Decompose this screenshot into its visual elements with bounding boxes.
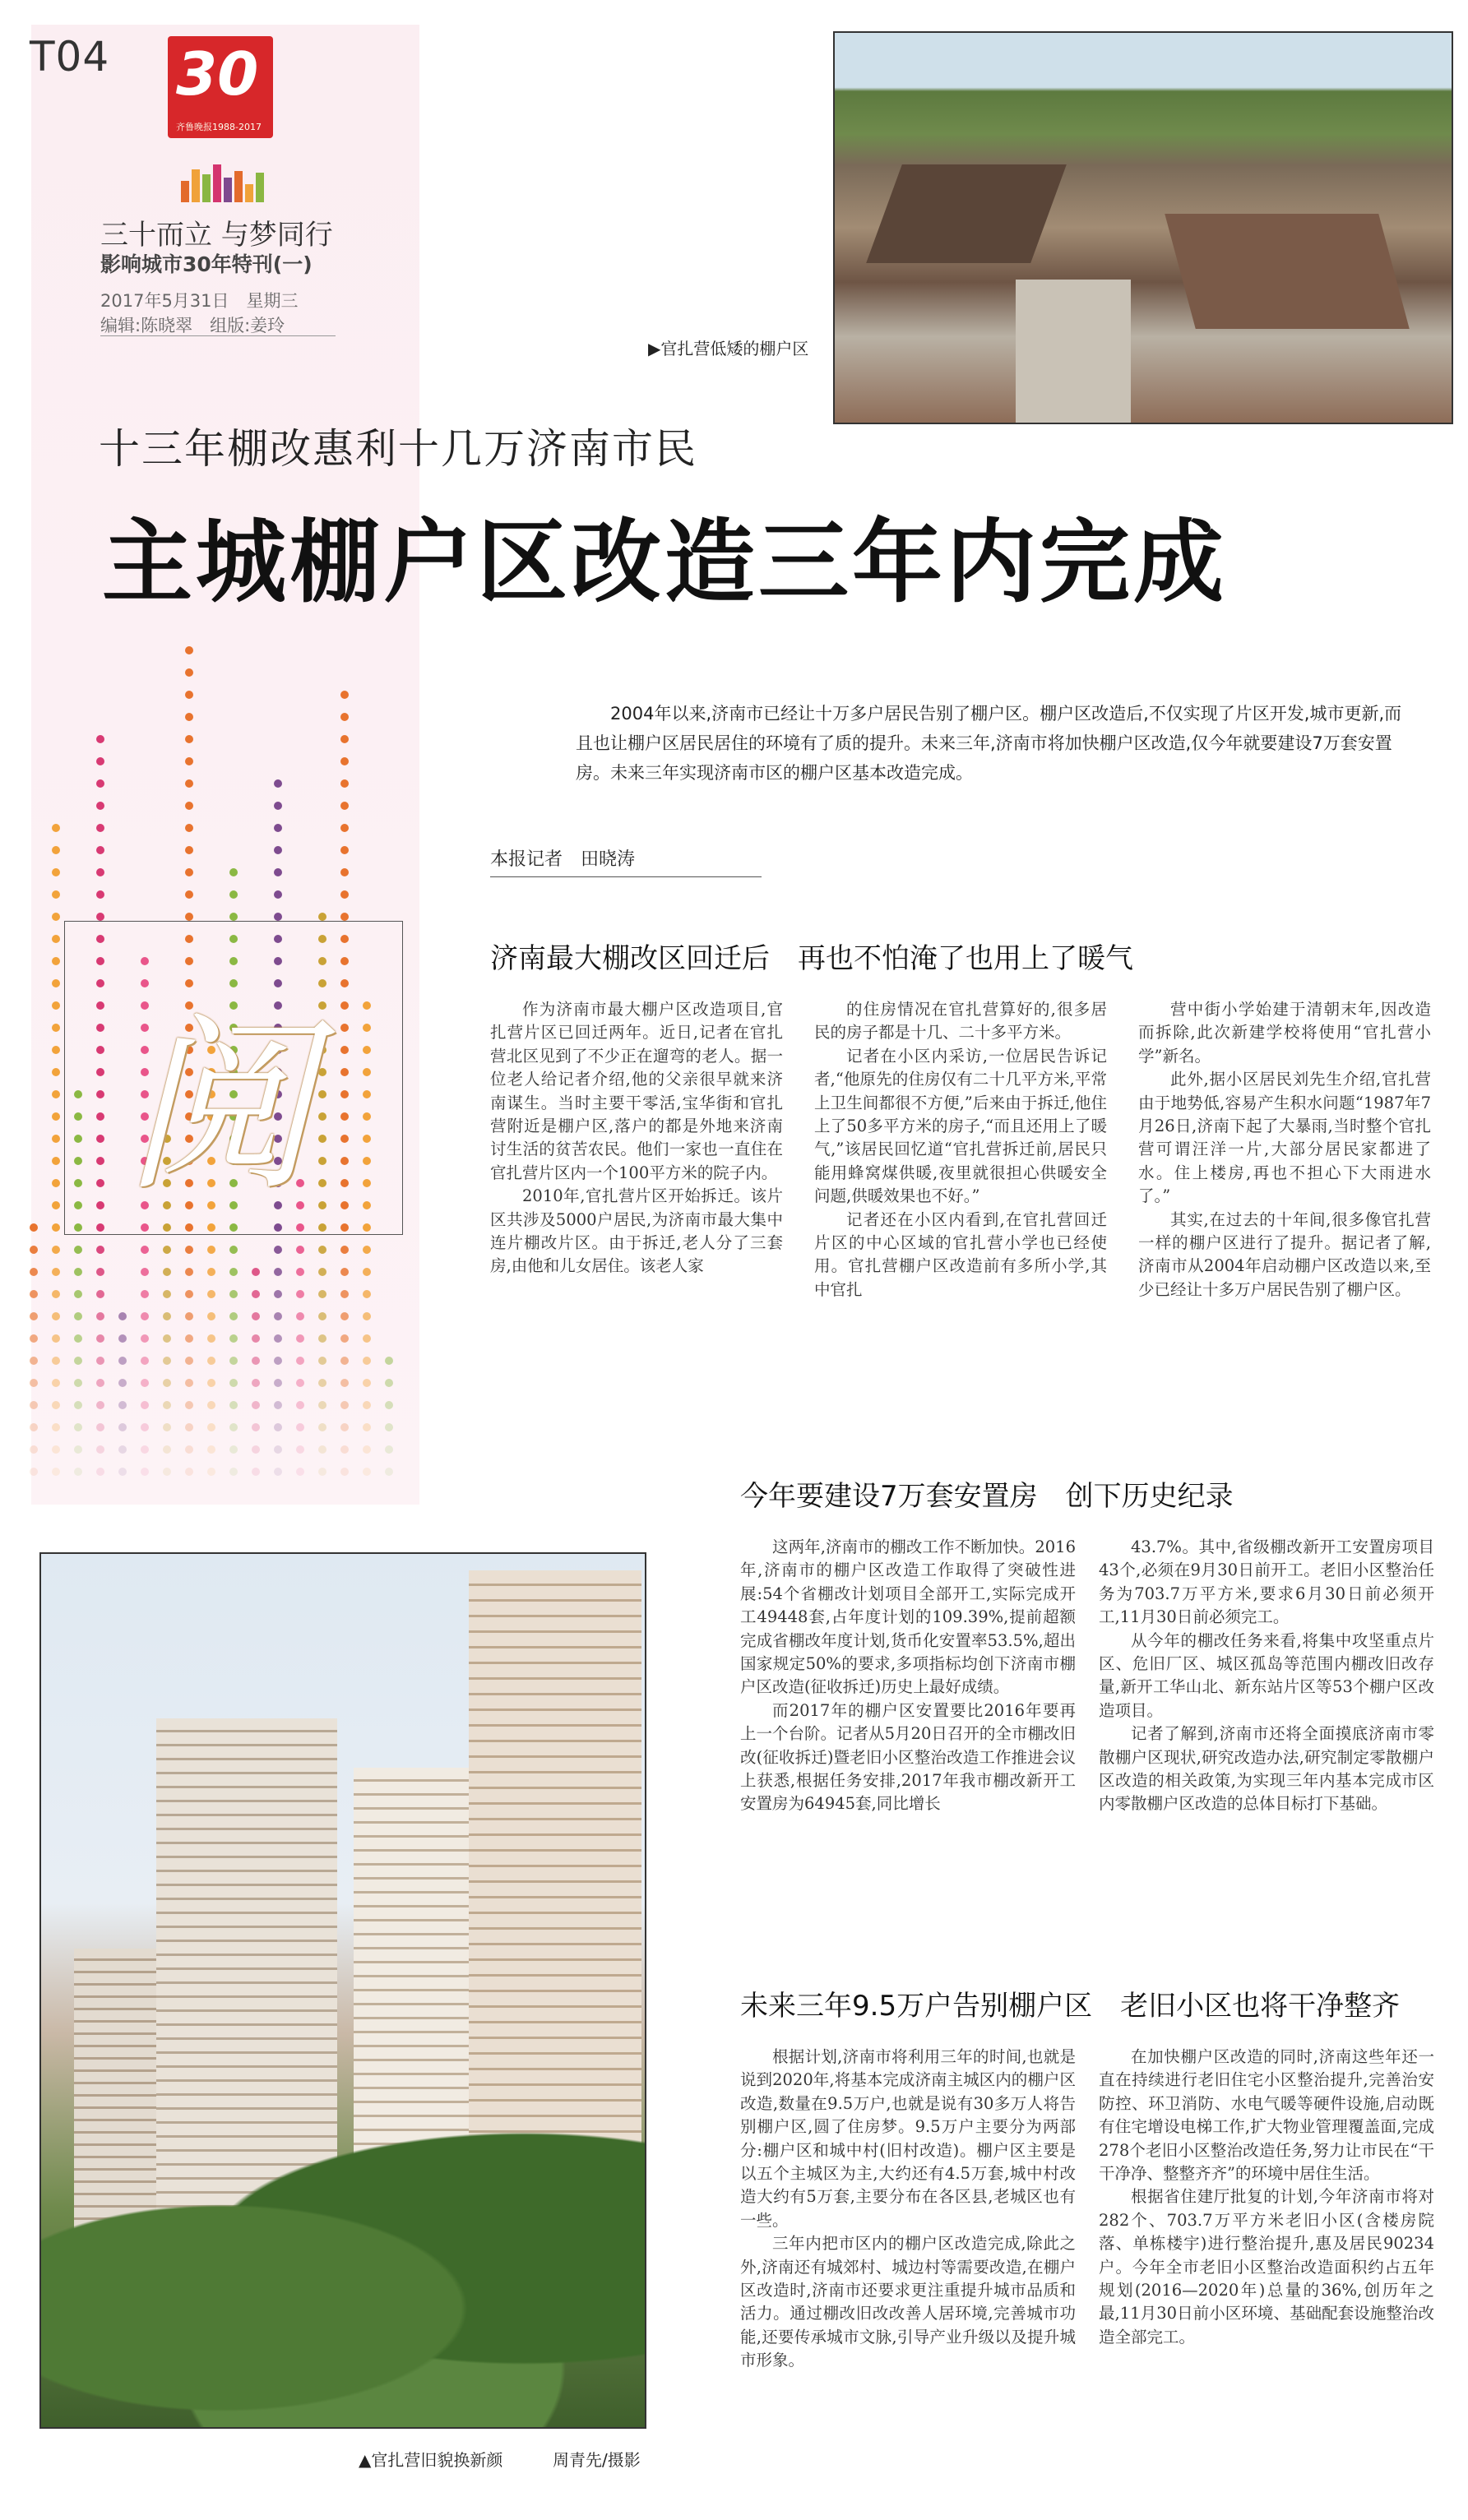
dot [296,1379,304,1387]
dot [185,913,193,921]
dot [185,824,193,832]
dot [252,1312,260,1320]
dot [385,1357,393,1365]
dot [96,802,104,810]
dot [274,1312,282,1320]
dot [52,1001,60,1010]
shantytown-photo [833,31,1453,424]
dot [274,802,282,810]
dot [52,846,60,854]
dot [252,1401,260,1409]
dot [274,1445,282,1454]
dot [340,1401,349,1409]
dot [207,1468,215,1476]
dot [52,1334,60,1343]
section-1-column-2 [814,998,1107,1302]
dot [252,1290,260,1298]
road-shape [1016,280,1131,424]
dot [296,1312,304,1320]
paragraph: 在加快棚户区改造的同时,济南这些年还一直在持续进行老旧住宅小区整治提升,完善治安防控、环卫消防、水电气暖等硬件设施,启动既有住宅增设电梯工作,扩大物业管理覆盖面,完成278个老旧小区整治改造任务,努力让市民在“干干净净、整整齐齐”的环境中居住生活。 [1099,2047,1434,2184]
dot [141,1290,149,1298]
dot [274,1334,282,1343]
dot [185,691,193,699]
dot [30,1268,38,1276]
dot [163,1401,171,1409]
dot [229,1357,238,1365]
special-issue-title: 影响城市30年特刊(一) [100,252,313,276]
dot [163,1290,171,1298]
dot [52,957,60,965]
dot [229,1246,238,1254]
dot [229,1312,238,1320]
dot [163,1268,171,1276]
issue-date: 2017年5月31日 星期三 [100,291,299,311]
dot [118,1468,127,1476]
dot [252,1423,260,1431]
dot [30,1334,38,1343]
lead-paragraph: 2004年以来,济南市已经让十万多户居民告别了棚户区。棚户区改造后,不仅实现了片区开发,城市更新,而且也让棚户区居民居住的环境有了质的提升。未来三年,济南市将加快棚户区改造,仅今年就要建设7万套安置房。未来三年实现济南市区的棚户区基本改造完成。 [576,704,1402,783]
dot [74,1312,82,1320]
dot [52,1468,60,1476]
dot [30,1379,38,1387]
dot [363,1423,371,1431]
dot [363,1246,371,1254]
dot [363,1401,371,1409]
dot [30,1312,38,1320]
dot [118,1334,127,1343]
dot [229,1445,238,1454]
dot [30,1423,38,1431]
dot [74,1423,82,1431]
dot [274,824,282,832]
paragraph: 的住房情况在官扎营算好的,很多居民的房子都是十几、二十多平方米。 [814,1000,1107,1043]
dot [30,1290,38,1298]
dot [363,1357,371,1365]
dot [52,1201,60,1209]
dot [96,1423,104,1431]
dot [185,1468,193,1476]
dot [207,1401,215,1409]
dot [296,1246,304,1254]
paragraph: 营中街小学始建于清朝末年,因改造而拆除,此次新建学校将使用“官扎营小学”新名。 [1138,1000,1431,1066]
main-headline: 主城棚户区改造三年内完成 [102,510,1227,615]
dot [96,890,104,899]
dot [52,913,60,921]
dot [30,1401,38,1409]
dot [363,1468,371,1476]
dot [141,1312,149,1320]
paragraph: 记者在小区内采访,一位居民告诉记者,“他原先的住房仅有二十几平方米,平常上卫生间都很不方便,”后来由于拆迁,他住上了50多平方米的房子,“而且还用上了暖气,”该居民回忆道“官扎营拆迁前,居民只能用蜂窝煤供暖,夜里就很担心供暖安全问题,供暖效果也不好。” [814,1046,1107,1206]
dot [229,868,238,876]
dot [318,1334,326,1343]
logo-number: 30 [176,39,259,109]
slogan: 三十而立 与梦同行 [100,219,333,252]
dot [296,1401,304,1409]
dot [96,1268,104,1276]
dot [229,1379,238,1387]
dot [274,846,282,854]
roof-shape [866,164,1067,263]
dot [340,1468,349,1476]
paragraph: 三年内把市区内的棚户区改造完成,除此之外,济南还有城郊村、城边村等需要改造,在棚户区改造时,济南市还要求更注重提升城市品质和活力。通过棚改旧改改善人居环境,完善城市功能,还要传承城市文脉,引导产业升级以及提升城市形象。 [740,2234,1076,2370]
dot [185,890,193,899]
dot [385,1423,393,1431]
dot [118,1445,127,1454]
trees-shape [41,2129,645,2427]
dot [141,1246,149,1254]
dot [96,824,104,832]
dot [74,1334,82,1343]
dot [52,1445,60,1454]
dot [185,1445,193,1454]
dot [252,1445,260,1454]
dot [363,1445,371,1454]
dot [96,1401,104,1409]
dot [252,1357,260,1365]
tower-shape [469,1570,641,2195]
anniversary-logo [168,36,273,138]
dot [274,779,282,788]
dot [141,1357,149,1365]
byline-rule [490,876,762,877]
dot [118,1423,127,1431]
dot [274,913,282,921]
dot [52,1290,60,1298]
dot [52,1112,60,1121]
dot [96,1290,104,1298]
dot [96,1312,104,1320]
dot [296,1445,304,1454]
dot [207,1268,215,1276]
dot [141,1401,149,1409]
dot [30,1445,38,1454]
dot [163,1357,171,1365]
dot [340,846,349,854]
dot [340,1379,349,1387]
dot [318,1445,326,1454]
dot [229,1334,238,1343]
dot [363,1312,371,1320]
dot [274,1468,282,1476]
subheadline: 十三年棚改惠利十几万济南市民 [99,425,697,473]
dot [52,1401,60,1409]
section-2-title: 今年要建设7万套安置房 创下历史纪录 [740,1480,1234,1513]
dot [252,1268,260,1276]
section-2-column-1 [740,1536,1076,1816]
dot [274,1268,282,1276]
dot [52,1090,60,1098]
dot [52,890,60,899]
dot [52,1379,60,1387]
masthead-divider [100,335,336,336]
dot [340,890,349,899]
dot [141,1423,149,1431]
dot [52,1024,60,1032]
dot [52,1046,60,1054]
dot [207,1379,215,1387]
dot [318,1290,326,1298]
dot [340,1423,349,1431]
dot [385,1445,393,1454]
page-number: T04 [30,33,110,81]
dot [318,1423,326,1431]
dot [96,1468,104,1476]
dot [74,1357,82,1365]
dot [74,1445,82,1454]
section-3-title: 未来三年9.5万户告别棚户区 老旧小区也将干净整齐 [740,1990,1401,2023]
dot [118,1379,127,1387]
roof-shape [1165,214,1410,329]
dot [52,935,60,943]
dot [229,1423,238,1431]
dot [207,1312,215,1320]
dot [318,1246,326,1254]
dot [229,1468,238,1476]
dot [318,1268,326,1276]
dot [318,1401,326,1409]
dot [340,779,349,788]
dot [141,1379,149,1387]
dot [363,1290,371,1298]
dot [96,846,104,854]
dot [185,713,193,721]
dot [274,1401,282,1409]
read-character: 阅 [123,997,313,1217]
section-3-column-1 [740,2046,1076,2373]
dot [185,668,193,677]
dot [252,1334,260,1343]
dot [52,868,60,876]
dot [96,1445,104,1454]
dot [96,1379,104,1387]
dot [141,1445,149,1454]
dot [185,846,193,854]
dot [363,1334,371,1343]
dot [118,1357,127,1365]
dot [141,1334,149,1343]
dot [52,1068,60,1076]
dot [74,1268,82,1276]
dot [185,779,193,788]
dot [118,1312,127,1320]
dot [340,1246,349,1254]
dot [74,1246,82,1254]
dot [274,1290,282,1298]
dot [207,1334,215,1343]
dot [363,1379,371,1387]
paragraph: 43.7%。其中,省级棚改新开工安置房项目43个,必须在9月30日前开工。老旧小区整治任务为703.7万平方米,要求6月30日前必须开工,11月30日前必须完工。 [1099,1537,1434,1627]
dot [185,1268,193,1276]
dot [96,1357,104,1365]
dot [340,1290,349,1298]
dot [96,735,104,743]
dot [163,1445,171,1454]
dot [52,1312,60,1320]
dot [185,1334,193,1343]
dot [185,1423,193,1431]
new-buildings-photo [39,1552,646,2429]
dot [340,824,349,832]
dot [185,735,193,743]
dot [141,1268,149,1276]
dot [340,1357,349,1365]
dot [274,1357,282,1365]
dot [185,1312,193,1320]
dot [385,1379,393,1387]
dot [274,1423,282,1431]
paragraph: 此外,据小区居民刘先生介绍,官扎营由于地势低,容易产生积水问题“1987年7月26日,济南下起了大暴雨,当时整个官扎营可谓汪洋一片,大部分居民家都进了水。住上楼房,再也不担心下大雨进水了。” [1138,1070,1431,1206]
dot [141,1468,149,1476]
dot [52,1157,60,1165]
dot [52,1268,60,1276]
section-1-column-1 [490,998,783,1278]
dot [163,1379,171,1387]
dot [207,1357,215,1365]
photo-credit: 周青先/摄影 [553,2450,641,2470]
top-photo-caption: ▶官扎营低矮的棚户区 [648,339,809,358]
dot [185,802,193,810]
dot [185,868,193,876]
dot [52,1423,60,1431]
dot [163,1334,171,1343]
dot [296,1334,304,1343]
dot [52,824,60,832]
dot [52,1246,60,1254]
dot [163,1423,171,1431]
section-1-title: 济南最大棚改区回迁后 再也不怕淹了也用上了暖气 [490,942,1133,975]
dot [274,1246,282,1254]
dot [96,757,104,765]
dot [118,1401,127,1409]
byline: 本报记者 田晓涛 [490,849,636,870]
dot [185,1379,193,1387]
dot [185,646,193,654]
dot [252,1468,260,1476]
dot [296,1290,304,1298]
dot [96,1334,104,1343]
dot [30,1223,38,1232]
dot [52,1357,60,1365]
paragraph: 根据计划,济南市将利用三年的时间,也就是说到2020年,将基本完成济南主城区内的棚户区改造,数量在9.5万户,也就是说有30多万人将告别棚户区,圆了住房梦。9.5万户主要分为两部分:棚户区和城中村(旧村改造)。棚户区主要是以五个主城区为主,大约还有4.5万套,城中村改造大约有5万套,主要分布在各区县,老城区也有一些。 [740,2047,1076,2230]
dot [163,1246,171,1254]
dot [163,1312,171,1320]
logo-sub: 齐鲁晚报1988-2017 [176,122,262,132]
dot [340,691,349,699]
dot [340,1445,349,1454]
dot [318,1312,326,1320]
dot [74,1468,82,1476]
dot [296,1423,304,1431]
dot [207,1290,215,1298]
dot [207,1423,215,1431]
dot [318,1468,326,1476]
paragraph: 记者了解到,济南市还将全面摸底济南市零散棚户区现状,研究改造办法,研究制定零散棚户区改造的相关政策,为实现三年内基本完成市区内零散棚户区改造的总体目标打下基础。 [1099,1724,1434,1814]
dot [185,1401,193,1409]
dot [363,1268,371,1276]
dot [229,913,238,921]
dot [229,1268,238,1276]
paragraph: 这两年,济南市的棚改工作不断加快。2016年,济南市的棚户区改造工作取得了突破性进展:54个省棚改计划项目全部开工,实际完成开工49448套,占年度计划的109.39%,提前超额完成省棚改年度计划,货币化安置率53.5%,超出国家规定50%的要求,多项指标均创下济南市棚户区改造(征收拆迁)历史上最好成绩。 [740,1537,1076,1697]
dot [30,1468,38,1476]
paragraph: 记者还在小区内看到,在官扎营回迁片区的中心区域的官扎营小学也已经使用。官扎营棚户区改造前有多所小学,其中官扎 [814,1209,1107,1299]
dot [296,1268,304,1276]
dot [340,1268,349,1276]
section-1-column-3 [1138,998,1431,1302]
dot [229,1290,238,1298]
dot [318,1379,326,1387]
dot [340,1334,349,1343]
dot [229,890,238,899]
dot [229,1401,238,1409]
dot [296,1357,304,1365]
dot [163,1468,171,1476]
dot [340,1312,349,1320]
dot [340,802,349,810]
dot [340,913,349,921]
dot [207,1246,215,1254]
dot [96,779,104,788]
dot [30,1357,38,1365]
dot [252,1379,260,1387]
section-2-column-2 [1099,1536,1434,1816]
dot [385,1401,393,1409]
paragraph: 从今年的棚改任务来看,将集中攻坚重点片区、危旧厂区、城区孤岛等范围内棚改旧改存量,新开工华山北、新东站片区等53个棚户区改造项目。 [1099,1630,1434,1720]
dot [207,1445,215,1454]
dot [52,1179,60,1187]
dot [52,1135,60,1143]
dot [340,735,349,743]
editor-credits: 编辑:陈晓翠 组版:姜玲 [100,316,285,335]
dot [96,868,104,876]
dot [74,1401,82,1409]
dot [74,1290,82,1298]
paragraph: 作为济南市最大棚户区改造项目,官扎营片区已回迁两年。近日,记者在官扎营北区见到了不少正在遛弯的老人。据一位老人给记者介绍,他的父亲很早就来济南谋生。当时主要干零活,宝华街和官扎营附近是棚户区,落户的都是外地来济南讨生活的贫苦农民。他们一家也一直住在官扎营片区内一个100平方米的院子内。 [490,1000,783,1182]
dot [52,979,60,987]
dot [96,1246,104,1254]
dot [185,1290,193,1298]
paragraph: 根据省住建厅批复的计划,今年济南市将对282个、703.7万平方米老旧小区(含楼房院落、单栋楼宇)进行整治提升,惠及居民90234户。今年全市老旧小区整治改造面积约占五年规划(2016—2020年)总量的36%,创历年之最,11月30日前小区环境、基础配套设施整治改造全部完工。 [1099,2187,1434,2347]
dot [274,1379,282,1387]
dot [74,1379,82,1387]
dot [318,1357,326,1365]
bottom-photo-caption: ▲官扎营旧貌换新颜 [359,2450,503,2470]
dot [340,713,349,721]
paragraph: 而2017年的棚户区安置要比2016年要再上一个台阶。记者从5月20日召开的全市棚改旧改(征收拆迁)暨老旧小区整治改造工作推进会议上获悉,根据任务安排,2017年我市棚改新开工安置房为64945套,同比增长 [740,1700,1076,1814]
dot [296,1468,304,1476]
paragraph: 其实,在过去的十年间,很多像官扎营一样的棚户区进行了提升。据记者了解,济南市从2004年启动棚户区改造以来,至少已经让十多万户居民告别了棚户区。 [1138,1209,1431,1299]
dot [96,913,104,921]
dot [340,757,349,765]
dot [52,1223,60,1232]
dot [274,868,282,876]
colorful-bars-icon [181,164,266,202]
dot [318,913,326,921]
dot [274,890,282,899]
dot [185,1357,193,1365]
section-3-column-2 [1099,2046,1434,2349]
dot [385,1468,393,1476]
dot [30,1246,38,1254]
dot [340,868,349,876]
dot [185,1246,193,1254]
paragraph: 2010年,官扎营片区开始拆迁。该片区共涉及5000户居民,为济南市最大集中连片棚改片区。由于拆迁,老人分了三套房,由他和儿女居住。该老人家 [490,1186,783,1276]
dot [185,757,193,765]
